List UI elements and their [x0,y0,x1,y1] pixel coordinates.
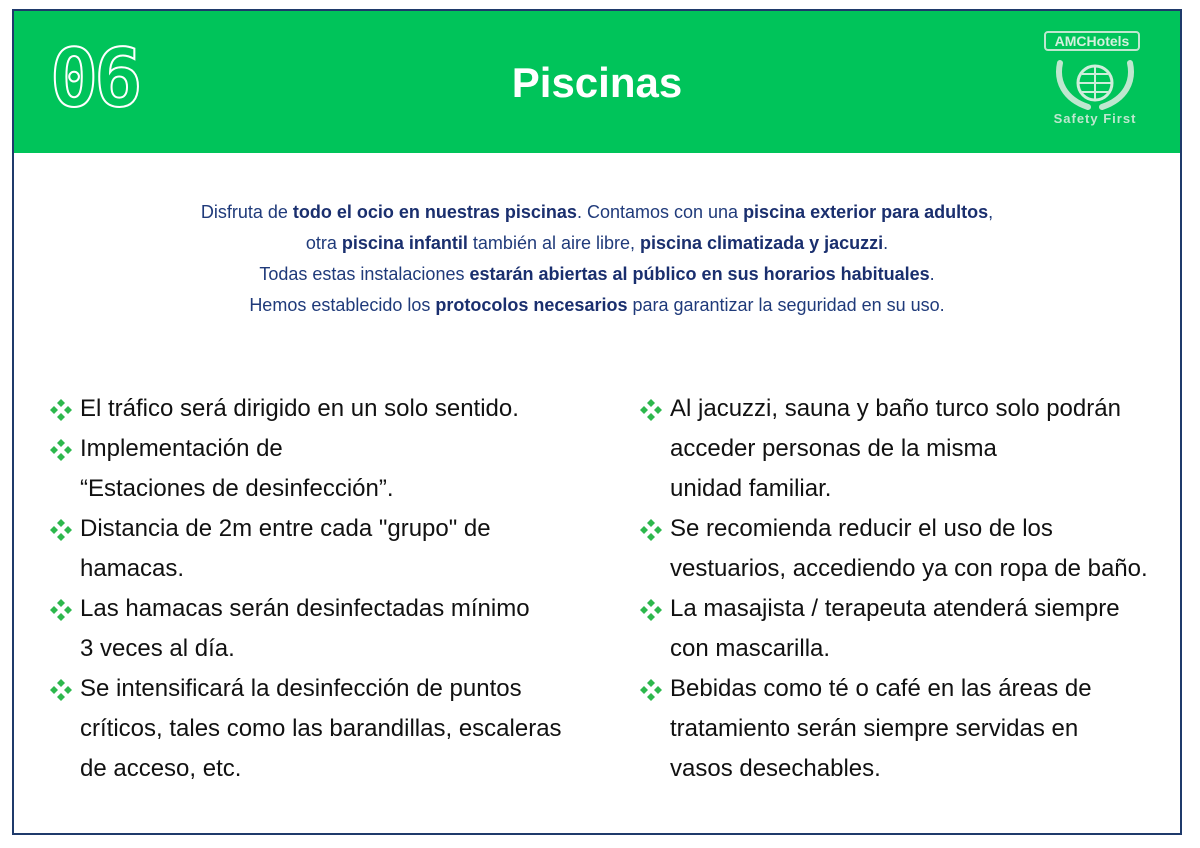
logo-tagline: Safety First [1053,111,1137,126]
intro-line: Disfruta de todo el ocio en nuestras piscinas. Contamos con una piscina exterior para adultos, [200,202,994,222]
list-item: La masajista / terapeuta atenderá siempre con mascarilla. [640,589,1180,669]
list-item: El tráfico será dirigido en un solo sentido. [50,389,610,429]
intro-line: Todas estas instalaciones estarán abiertas al público en sus horarios habituales. [259,264,935,284]
list-item: Bebidas como té o café en las áreas de tratamiento serán siempre servidas en vasos desechables. [640,669,1180,789]
diamond-bullet-icon [640,599,662,621]
intro-line: otra piscina infantil también al aire libre, piscina climatizada y jacuzzi. [305,233,889,253]
hotel-logo [1040,29,1150,133]
diamond-bullet-icon [640,399,662,421]
rules-list-right [640,389,1180,789]
section-number: 06 [50,32,139,125]
diamond-bullet-icon [640,679,662,701]
logo-brand: AMCHotels [1044,31,1140,51]
diamond-bullet-icon [50,599,72,621]
diamond-bullet-icon [50,679,72,701]
list-item: Se intensificará la desinfección de puntos críticos, tales como las barandillas, escaleras de acceso, etc. [50,669,610,789]
diamond-bullet-icon [50,439,72,461]
intro-line: Hemos establecido los protocolos necesarios para garantizar la seguridad en su uso. [249,295,945,315]
intro-paragraph [14,197,1180,321]
list-item: Implementación de “Estaciones de desinfección”. [50,429,610,509]
list-item: Al jacuzzi, sauna y baño turco solo podrán acceder personas de la misma unidad familiar. [640,389,1180,509]
hands-globe-icon [1054,55,1136,111]
header-banner [14,11,1180,153]
list-item: Distancia de 2m entre cada "grupo" de hamacas. [50,509,610,589]
diamond-bullet-icon [640,519,662,541]
list-item: Las hamacas serán desinfectadas mínimo 3 veces al día. [50,589,610,669]
list-item: Se recomienda reducir el uso de los vestuarios, accediendo ya con ropa de baño. [640,509,1180,589]
diamond-bullet-icon [50,399,72,421]
rules-list-left [50,389,610,789]
diamond-bullet-icon [50,519,72,541]
page-title: Piscinas [511,59,683,106]
page-frame [12,9,1182,835]
